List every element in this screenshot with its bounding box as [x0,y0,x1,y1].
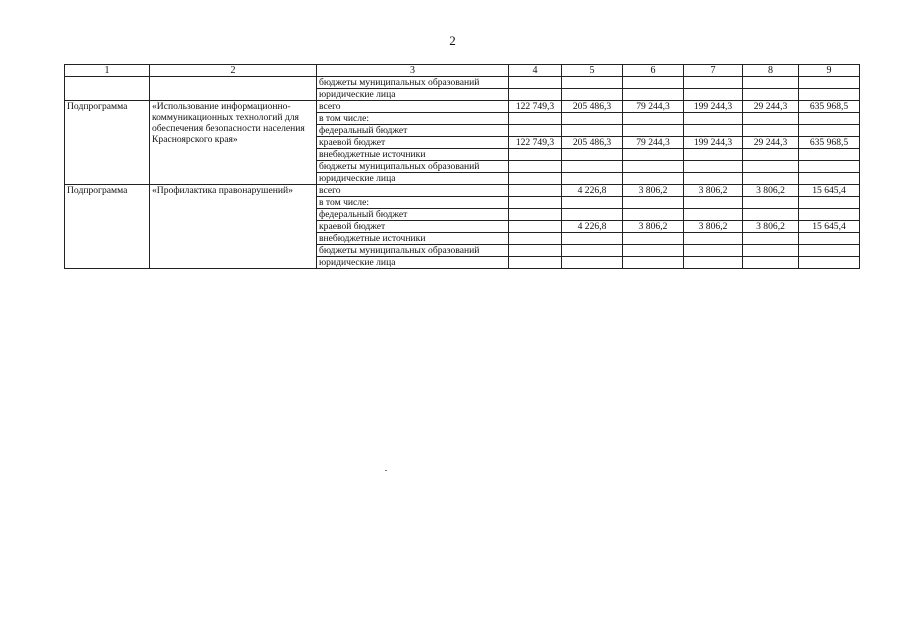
amount-cell [684,113,743,125]
amount-cell [623,77,684,89]
page-number: 2 [449,33,456,48]
funding-source-cell: краевой бюджет [317,221,509,233]
scan-speck [385,470,387,471]
amount-cell: 205 486,3 [562,137,623,149]
amount-cell [799,257,860,269]
column-header: 2 [150,65,317,77]
amount-cell [509,89,562,101]
amount-cell: 3 806,2 [684,185,743,197]
amount-cell [509,197,562,209]
column-header: 5 [562,65,623,77]
amount-cell: 3 806,2 [623,185,684,197]
amount-cell [562,149,623,161]
amount-cell [509,113,562,125]
funding-source-cell: внебюджетные источники [317,233,509,245]
amount-cell [623,113,684,125]
amount-cell [743,209,799,221]
funding-source-cell: бюджеты муниципальных образований [317,245,509,257]
amount-cell [684,209,743,221]
amount-cell [684,197,743,209]
amount-cell [509,173,562,185]
table-body [65,77,860,269]
amount-cell [623,245,684,257]
amount-cell: 29 244,3 [743,101,799,113]
amount-cell [562,245,623,257]
column-header: 7 [684,65,743,77]
amount-cell: 4 226,8 [562,185,623,197]
amount-cell: 3 806,2 [684,221,743,233]
funding-source-cell: внебюджетные источники [317,149,509,161]
amount-cell [623,125,684,137]
amount-cell: 3 806,2 [743,221,799,233]
funding-source-cell: бюджеты муниципальных образований [317,161,509,173]
amount-cell [623,173,684,185]
amount-cell [799,149,860,161]
amount-cell [509,209,562,221]
subprogram-type-cell: Подпрограмма [65,185,150,269]
funding-source-cell: в том числе: [317,113,509,125]
amount-cell [684,77,743,89]
amount-cell [509,125,562,137]
amount-cell [684,149,743,161]
amount-cell: 15 645,4 [799,185,860,197]
amount-cell [562,197,623,209]
amount-cell [799,77,860,89]
amount-cell [743,197,799,209]
amount-cell [509,221,562,233]
empty-cell [150,89,317,101]
amount-cell [799,245,860,257]
amount-cell [799,233,860,245]
amount-cell [562,233,623,245]
amount-cell [684,89,743,101]
table-row [65,77,860,89]
table-row [65,185,860,197]
amount-cell [799,197,860,209]
amount-cell [509,257,562,269]
amount-cell [743,113,799,125]
amount-cell [623,197,684,209]
subprogram-type-cell: Подпрограмма [65,101,150,185]
amount-cell [743,245,799,257]
amount-cell [799,161,860,173]
amount-cell: 4 226,8 [562,221,623,233]
amount-cell: 635 968,5 [799,137,860,149]
amount-cell [743,77,799,89]
amount-cell [743,173,799,185]
header-row [65,65,860,77]
amount-cell [684,245,743,257]
amount-cell: 3 806,2 [743,185,799,197]
amount-cell [623,257,684,269]
amount-cell [684,173,743,185]
funding-source-cell: всего [317,101,509,113]
amount-cell [509,161,562,173]
amount-cell [799,125,860,137]
amount-cell: 199 244,3 [684,137,743,149]
amount-cell: 205 486,3 [562,101,623,113]
amount-cell [799,113,860,125]
table-row [65,101,860,113]
amount-cell: 122 749,3 [509,137,562,149]
amount-cell [562,125,623,137]
amount-cell [684,161,743,173]
amount-cell: 635 968,5 [799,101,860,113]
column-header: 6 [623,65,684,77]
amount-cell [509,149,562,161]
funding-source-cell: всего [317,185,509,197]
column-header: 8 [743,65,799,77]
amount-cell [623,149,684,161]
funding-source-cell: федеральный бюджет [317,125,509,137]
amount-cell [562,89,623,101]
subprogram-name-cell: «Профилактика правонарушений» [150,185,317,269]
amount-cell [743,233,799,245]
amount-cell [562,257,623,269]
amount-cell: 79 244,3 [623,101,684,113]
amount-cell [509,185,562,197]
amount-cell: 79 244,3 [623,137,684,149]
amount-cell [623,209,684,221]
funding-source-cell: краевой бюджет [317,137,509,149]
budget-table [64,64,860,269]
empty-cell [150,77,317,89]
amount-cell [743,149,799,161]
amount-cell [743,125,799,137]
amount-cell [743,161,799,173]
amount-cell [562,113,623,125]
amount-cell: 122 749,3 [509,101,562,113]
amount-cell [509,245,562,257]
amount-cell [623,89,684,101]
amount-cell [684,257,743,269]
table-row [65,89,860,101]
amount-cell [623,233,684,245]
funding-source-cell: бюджеты муниципальных образований [317,77,509,89]
column-header: 4 [509,65,562,77]
amount-cell [623,161,684,173]
amount-cell [684,125,743,137]
amount-cell: 3 806,2 [623,221,684,233]
empty-cell [65,89,150,101]
funding-source-cell: федеральный бюджет [317,209,509,221]
amount-cell [509,77,562,89]
amount-cell: 199 244,3 [684,101,743,113]
amount-cell: 15 645,4 [799,221,860,233]
amount-cell [562,161,623,173]
amount-cell [743,257,799,269]
amount-cell [684,233,743,245]
amount-cell [799,89,860,101]
empty-cell [65,77,150,89]
column-header: 3 [317,65,509,77]
amount-cell [799,209,860,221]
amount-cell [562,77,623,89]
funding-source-cell: юридические лица [317,257,509,269]
column-header: 1 [65,65,150,77]
subprogram-name-cell: «Использование информационно-коммуникационных технологий для обеспечения безопасности населения Красноярского края» [150,101,317,185]
amount-cell [562,173,623,185]
funding-source-cell: юридические лица [317,173,509,185]
amount-cell [509,233,562,245]
column-header: 9 [799,65,860,77]
amount-cell [562,209,623,221]
funding-source-cell: юридические лица [317,89,509,101]
amount-cell: 29 244,3 [743,137,799,149]
funding-source-cell: в том числе: [317,197,509,209]
amount-cell [743,89,799,101]
amount-cell [799,173,860,185]
